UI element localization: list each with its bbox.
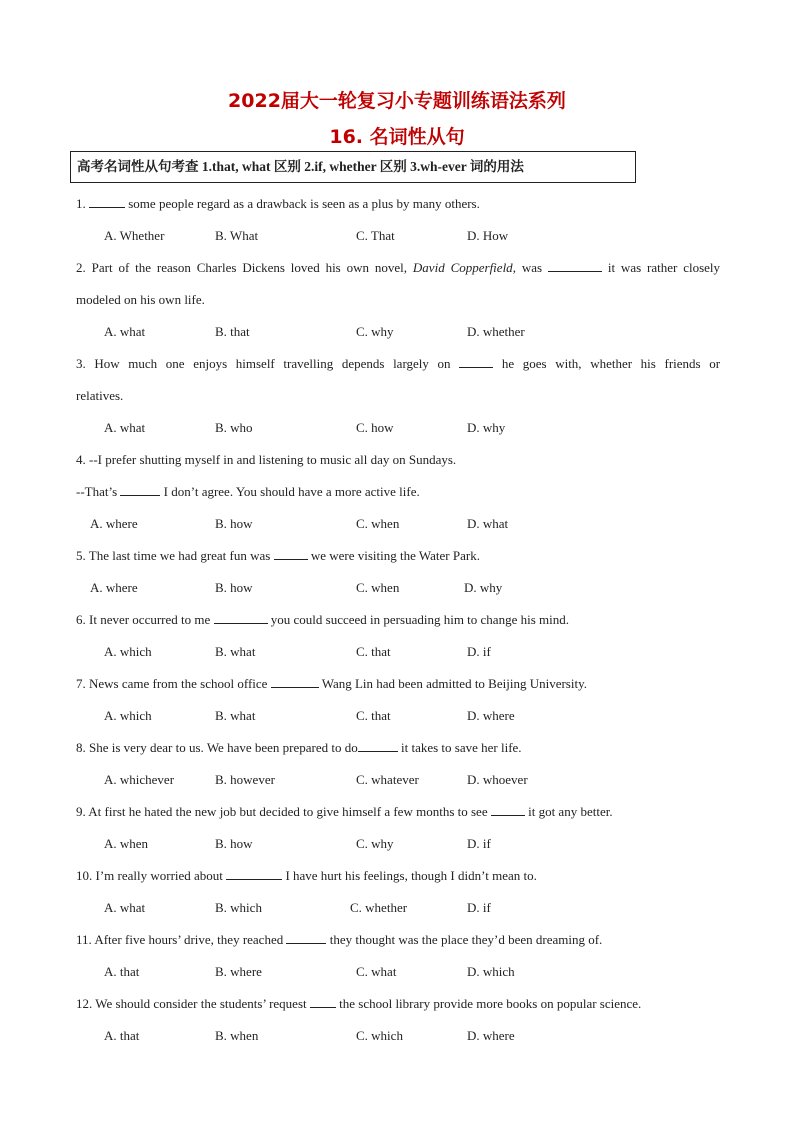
option-b: B. where xyxy=(215,964,262,979)
option-c: C. that xyxy=(356,644,391,659)
question-7: 7. News came from the school office Wang Lin had been admitted to Beijing University. xyxy=(76,676,587,691)
answer-blank xyxy=(89,195,125,208)
option-d: D. why xyxy=(467,420,506,435)
exam-focus-note: 高考名词性从句考查 1.that, what 区别 2.if, whether 区别 3.wh-ever 词的用法 xyxy=(70,151,636,183)
question-4-reply: --That’s I don’t agree. You should have a more active life. xyxy=(76,484,420,499)
question-2-continued: modeled on his own life. xyxy=(76,292,205,307)
option-b: B. What xyxy=(215,228,259,243)
question-3-continued: relatives. xyxy=(76,388,124,403)
question-4: 4. --I prefer shutting myself in and listening to music all day on Sundays. xyxy=(76,452,457,467)
option-a: A. whichever xyxy=(104,772,175,787)
option-d: D. if xyxy=(467,644,491,659)
answer-blank xyxy=(120,483,160,496)
option-a: A. where xyxy=(90,516,138,531)
option-a: A. when xyxy=(104,836,149,851)
option-a: A. that xyxy=(104,964,140,979)
option-a: A. what xyxy=(104,324,146,339)
option-d: D. where xyxy=(467,708,515,723)
question-1-options xyxy=(0,227,794,245)
option-b: B. who xyxy=(215,420,253,435)
answer-blank xyxy=(271,675,319,688)
option-b: B. how xyxy=(215,516,253,531)
question-3-options xyxy=(0,419,794,437)
option-c: C. how xyxy=(356,420,394,435)
option-d: D. which xyxy=(467,964,515,979)
option-d: D. whether xyxy=(467,324,525,339)
option-a: A. what xyxy=(104,900,146,915)
option-c: C. what xyxy=(356,964,397,979)
option-d: D. why xyxy=(464,580,503,595)
option-a: A. what xyxy=(104,420,146,435)
question-12-options xyxy=(0,1027,794,1045)
answer-blank xyxy=(226,867,282,880)
option-d: D. what xyxy=(467,516,509,531)
answer-blank xyxy=(286,931,326,944)
option-a: A. where xyxy=(90,580,138,595)
question-10: 10. I’m really worried about I have hurt his feelings, though I didn’t mean to. xyxy=(76,868,537,883)
question-12: 12. We should consider the students’ request the school library provide more books on popular science. xyxy=(76,996,642,1011)
question-6-options xyxy=(0,643,794,661)
answer-blank xyxy=(310,995,336,1008)
option-c: C. which xyxy=(356,1028,403,1043)
question-4-options xyxy=(0,515,794,533)
option-a: A. Whether xyxy=(104,228,165,243)
option-a: A. that xyxy=(104,1028,140,1043)
answer-blank xyxy=(459,355,493,368)
option-d: D. if xyxy=(467,836,491,851)
document-subtitle: 16. 名词性从句 xyxy=(329,126,465,148)
option-d: D. How xyxy=(467,228,509,243)
question-9: 9. At first he hated the new job but decided to give himself a few months to see it got any better. xyxy=(76,804,613,819)
question-8: 8. She is very dear to us. We have been prepared to do it takes to save her life. xyxy=(76,740,522,755)
option-b: B. how xyxy=(215,580,253,595)
question-1: 1. some people regard as a drawback is seen as a plus by many others. xyxy=(76,196,480,211)
answer-blank xyxy=(548,259,602,272)
option-c: C. why xyxy=(356,836,394,851)
option-a: A. which xyxy=(104,644,152,659)
option-b: B. when xyxy=(215,1028,259,1043)
option-c: C. whatever xyxy=(356,772,419,787)
option-d: D. whoever xyxy=(467,772,528,787)
option-c: C. whether xyxy=(350,900,408,915)
answer-blank xyxy=(214,611,268,624)
option-d: D. where xyxy=(467,1028,515,1043)
answer-blank xyxy=(358,739,398,752)
document-title: 2022届大一轮复习小专题训练语法系列 xyxy=(228,90,566,112)
question-8-options xyxy=(0,771,794,789)
answer-blank xyxy=(274,547,308,560)
option-b: B. what xyxy=(215,708,256,723)
option-c: C. when xyxy=(356,516,400,531)
option-c: C. that xyxy=(356,708,391,723)
question-11-options xyxy=(0,963,794,981)
question-2: 2. Part of the reason Charles Dickens loved his own novel, David Copperfield, was it was rather closely xyxy=(76,260,721,275)
option-d: D. if xyxy=(467,900,491,915)
answer-blank xyxy=(491,803,525,816)
option-b: B. that xyxy=(215,324,250,339)
option-c: C. when xyxy=(356,580,400,595)
option-c: C. why xyxy=(356,324,394,339)
option-b: B. what xyxy=(215,644,256,659)
question-11: 11. After five hours’ drive, they reached they thought was the place they’d been dreaming of. xyxy=(76,932,603,947)
option-b: B. which xyxy=(215,900,262,915)
option-b: B. however xyxy=(215,772,275,787)
question-3: 3. How much one enjoys himself travelling depends largely on he goes with, whether his friends or xyxy=(76,356,721,371)
question-6: 6. It never occurred to me you could succeed in persuading him to change his mind. xyxy=(76,612,569,627)
question-7-options xyxy=(0,707,794,725)
option-c: C. That xyxy=(356,228,395,243)
question-5-options xyxy=(0,579,794,597)
question-9-options xyxy=(0,835,794,853)
question-5: 5. The last time we had great fun was we were visiting the Water Park. xyxy=(76,548,480,563)
option-b: B. how xyxy=(215,836,253,851)
option-a: A. which xyxy=(104,708,152,723)
novel-title: David Copperfield xyxy=(412,260,513,275)
question-10-options xyxy=(0,899,794,917)
question-2-options xyxy=(0,323,794,341)
